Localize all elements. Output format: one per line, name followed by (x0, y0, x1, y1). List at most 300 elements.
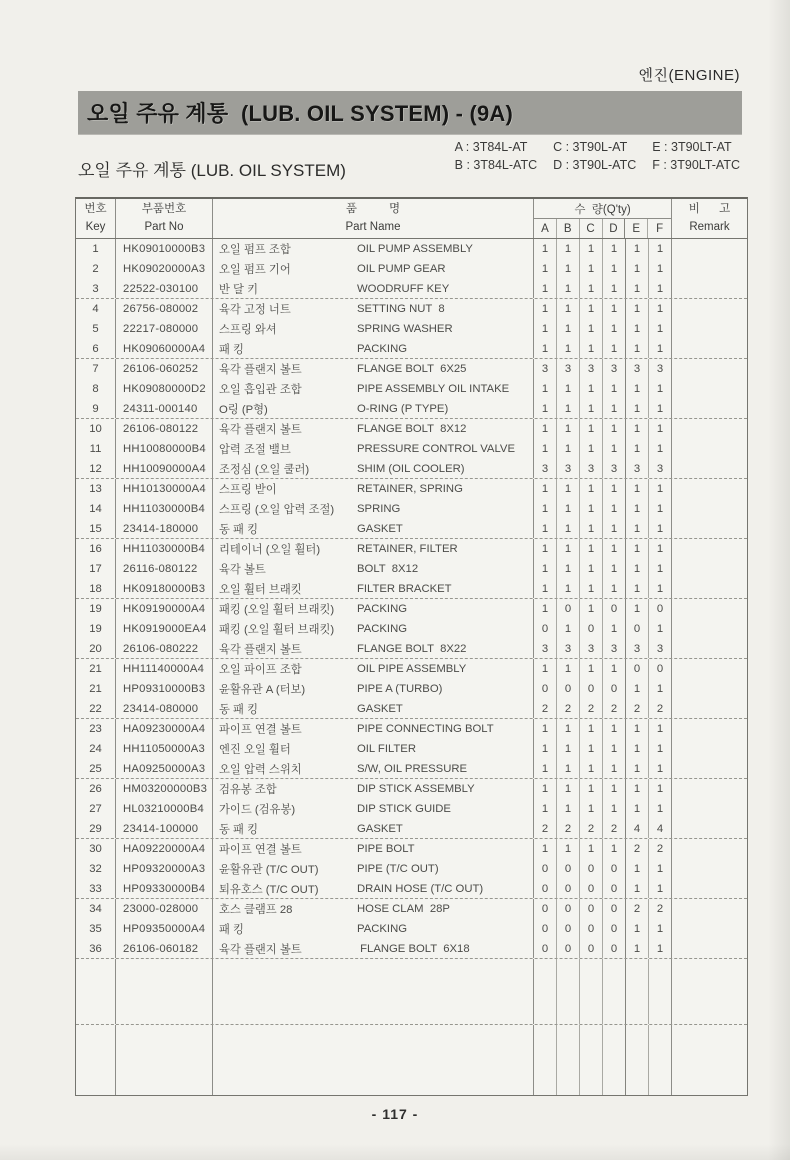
part-name-korean: 스프링 (오일 압력 조절) (219, 504, 335, 516)
part-name-english: OIL PIPE ASSEMBLY (357, 663, 467, 675)
empty-row-block (76, 1025, 747, 1095)
qty-cell-E: 2 (626, 839, 649, 859)
qty-cell-F: 1 (649, 319, 672, 339)
part-name-korean: 육각 플랜지 볼트 (219, 364, 302, 376)
key-cell: 5 (76, 319, 116, 339)
qty-cell-E: 3 (626, 359, 649, 379)
part-name-english: FLANGE BOLT 8X22 (357, 642, 467, 655)
qty-cell-F: 3 (649, 359, 672, 379)
qty-cell-D: 3 (603, 459, 626, 478)
part-no-cell: 24311-000140 (116, 399, 213, 418)
qty-cell-C: 1 (580, 419, 603, 439)
part-no-cell: HM03200000B3 (116, 779, 213, 799)
empty-row-block (76, 959, 747, 1025)
qty-cell-E: 0 (626, 659, 649, 679)
qty-cell-B: 1 (557, 479, 580, 499)
part-name-cell (213, 859, 534, 879)
part-name-korean: 압력 조절 밸브 (219, 444, 291, 456)
qty-cell-C: 1 (580, 279, 603, 298)
qty-cell-F: 1 (649, 859, 672, 879)
qty-cell-B: 1 (557, 779, 580, 799)
table-body (76, 239, 747, 959)
qty-cell-B: 3 (557, 639, 580, 658)
part-no-cell: HA09230000A4 (116, 719, 213, 739)
qty-cell-C: 0 (580, 899, 603, 919)
key-cell: 33 (76, 879, 116, 898)
remark-cell (672, 499, 747, 519)
model-code-F: F : 3T90LT-ATC (652, 158, 740, 172)
part-name-english: GASKET (357, 522, 403, 535)
part-name-english: RETAINER, SPRING (357, 483, 463, 495)
key-cell: 21 (76, 679, 116, 699)
table-row (76, 299, 747, 319)
part-name-english: FILTER BRACKET (357, 582, 452, 595)
key-cell: 23 (76, 719, 116, 739)
part-no-cell: HH11030000B4 (116, 499, 213, 519)
remark-cell (672, 639, 747, 658)
qty-cell-C: 1 (580, 659, 603, 679)
qty-cell-B: 1 (557, 499, 580, 519)
key-cell: 15 (76, 519, 116, 538)
qty-cell-F: 1 (649, 879, 672, 898)
part-name-english: FLANGE BOLT 6X25 (357, 363, 467, 375)
qty-cell-E: 2 (626, 899, 649, 919)
part-name-korean: 파이프 연결 볼트 (219, 724, 302, 736)
header-qty-col-F: F (656, 222, 664, 235)
qty-cell-F: 1 (649, 719, 672, 739)
part-name-cell (213, 659, 534, 679)
qty-cell-F: 1 (649, 539, 672, 559)
part-name-korean: 엔진 오일 휠터 (219, 744, 291, 756)
table-header (76, 199, 747, 239)
part-no-cell: HP09330000B4 (116, 879, 213, 898)
table-row (76, 839, 747, 859)
qty-cell-F: 1 (649, 439, 672, 459)
remark-cell (672, 819, 747, 838)
part-name-english: OIL PUMP ASSEMBLY (357, 243, 473, 255)
table-row (76, 659, 747, 679)
table-row (76, 619, 747, 639)
part-name-korean: 오일 흡입관 조합 (219, 384, 302, 396)
part-name-korean: 가이드 (검유봉) (219, 804, 296, 816)
qty-cell-C: 1 (580, 779, 603, 799)
model-code-C: C : 3T90L-AT (553, 140, 628, 154)
part-name-cell (213, 799, 534, 819)
qty-cell-B: 0 (557, 859, 580, 879)
part-no-cell: HK09020000A3 (116, 259, 213, 279)
qty-cell-C: 3 (580, 459, 603, 478)
scan-shadow-bottom (0, 1144, 790, 1160)
qty-cell-D: 1 (603, 279, 626, 298)
remark-cell (672, 539, 747, 559)
part-name-cell (213, 679, 534, 699)
qty-cell-D: 1 (603, 379, 626, 399)
qty-cell-D: 0 (603, 879, 626, 898)
key-cell: 36 (76, 939, 116, 958)
qty-cell-D: 3 (603, 639, 626, 658)
part-name-english: GASKET (357, 702, 403, 715)
key-cell: 2 (76, 259, 116, 279)
qty-cell-D: 0 (603, 939, 626, 958)
remark-cell (672, 259, 747, 279)
qty-cell-D: 1 (603, 799, 626, 819)
qty-cell-B: 1 (557, 659, 580, 679)
qty-cell-E: 1 (626, 419, 649, 439)
qty-cell-A: 1 (534, 479, 557, 499)
qty-cell-E: 1 (626, 759, 649, 778)
key-cell: 4 (76, 299, 116, 319)
qty-cell-B: 0 (557, 879, 580, 898)
empty-qty-cell (603, 1025, 626, 1095)
qty-cell-E: 1 (626, 239, 649, 259)
qty-cell-A: 3 (534, 359, 557, 379)
table-row (76, 259, 747, 279)
qty-cell-D: 1 (603, 539, 626, 559)
qty-cell-A: 1 (534, 799, 557, 819)
qty-cell-C: 1 (580, 839, 603, 859)
qty-cell-B: 1 (557, 339, 580, 358)
qty-cell-D: 1 (603, 519, 626, 538)
qty-cell-B: 1 (557, 839, 580, 859)
part-no-cell: HH11050000A3 (116, 739, 213, 759)
remark-cell (672, 619, 747, 639)
part-name-korean: 파이프 연결 볼트 (219, 844, 302, 856)
header-qty: 수 량(Q'ty) A B C D E F (534, 199, 672, 238)
qty-cell-E: 1 (626, 919, 649, 939)
part-no-cell: HH10130000A4 (116, 479, 213, 499)
part-name-english: SETTING NUT 8 (357, 303, 445, 315)
remark-cell (672, 939, 747, 958)
empty-qty-cell (580, 959, 603, 1024)
part-no-cell: HK09080000D2 (116, 379, 213, 399)
qty-cell-F: 1 (649, 779, 672, 799)
qty-cell-C: 0 (580, 939, 603, 958)
part-name-cell (213, 539, 534, 559)
part-name-korean: 윤활유관 A (터보) (219, 684, 306, 696)
qty-cell-E: 1 (626, 799, 649, 819)
empty-key-cell (76, 959, 116, 1024)
qty-cell-C: 0 (580, 859, 603, 879)
qty-cell-C: 1 (580, 319, 603, 339)
remark-cell (672, 359, 747, 379)
qty-cell-E: 1 (626, 499, 649, 519)
table-row (76, 819, 747, 839)
table-row (76, 339, 747, 359)
part-name-korean: 육각 볼트 (219, 564, 266, 576)
qty-cell-D: 1 (603, 259, 626, 279)
qty-cell-D: 1 (603, 319, 626, 339)
qty-cell-C: 0 (580, 879, 603, 898)
scan-shadow-right (768, 0, 790, 1160)
qty-cell-F: 1 (649, 299, 672, 319)
empty-part-no-cell (116, 959, 213, 1024)
table-row (76, 779, 747, 799)
qty-cell-D: 1 (603, 739, 626, 759)
part-name-korean: 패 킹 (219, 343, 244, 356)
key-cell: 26 (76, 779, 116, 799)
qty-cell-E: 4 (626, 819, 649, 838)
part-name-korean: 오일 펌프 기어 (219, 264, 291, 276)
qty-cell-D: 1 (603, 499, 626, 519)
qty-cell-A: 0 (534, 879, 557, 898)
part-no-cell: HP09320000A3 (116, 859, 213, 879)
remark-cell (672, 759, 747, 778)
qty-cell-C: 1 (580, 579, 603, 598)
table-row (76, 899, 747, 919)
part-name-cell (213, 339, 534, 358)
part-name-cell (213, 259, 534, 279)
part-name-cell (213, 359, 534, 379)
key-cell: 24 (76, 739, 116, 759)
empty-qty-cell (626, 1025, 649, 1095)
qty-cell-C: 1 (580, 799, 603, 819)
qty-cell-B: 1 (557, 279, 580, 298)
qty-cell-D: 1 (603, 479, 626, 499)
qty-cell-B: 1 (557, 739, 580, 759)
qty-cell-F: 1 (649, 939, 672, 958)
qty-cell-E: 1 (626, 559, 649, 579)
qty-cell-D: 1 (603, 719, 626, 739)
qty-cell-C: 3 (580, 639, 603, 658)
qty-cell-B: 2 (557, 819, 580, 838)
empty-qty-cell (649, 959, 672, 1024)
part-no-cell: 23414-100000 (116, 819, 213, 838)
qty-cell-F: 0 (649, 599, 672, 619)
qty-cell-D: 1 (603, 439, 626, 459)
model-legend (455, 140, 740, 172)
qty-cell-B: 1 (557, 239, 580, 259)
remark-cell (672, 339, 747, 358)
part-name-korean: 퇴유호스 (T/C OUT) (219, 883, 319, 896)
qty-cell-A: 0 (534, 919, 557, 939)
remark-cell (672, 419, 747, 439)
qty-cell-F: 1 (649, 239, 672, 259)
qty-cell-D: 1 (603, 419, 626, 439)
part-no-cell: HK09060000A4 (116, 339, 213, 358)
qty-cell-B: 1 (557, 439, 580, 459)
part-name-english: DRAIN HOSE (T/C OUT) (357, 882, 484, 895)
part-name-cell (213, 459, 534, 478)
remark-cell (672, 779, 747, 799)
part-no-cell: 22522-030100 (116, 279, 213, 298)
qty-cell-E: 3 (626, 459, 649, 478)
qty-cell-B: 3 (557, 459, 580, 478)
remark-cell (672, 239, 747, 259)
qty-cell-C: 0 (580, 919, 603, 939)
remark-cell (672, 719, 747, 739)
table-row (76, 559, 747, 579)
part-no-cell: 26756-080002 (116, 299, 213, 319)
part-name-korean: 검유봉 조합 (219, 784, 277, 796)
part-no-cell: 26106-060182 (116, 939, 213, 958)
qty-cell-D: 0 (603, 599, 626, 619)
part-name-korean: 반 달 키 (219, 283, 259, 296)
table-row (76, 479, 747, 499)
qty-cell-B: 1 (557, 759, 580, 778)
qty-cell-C: 1 (580, 239, 603, 259)
key-cell: 9 (76, 399, 116, 418)
part-name-cell (213, 519, 534, 538)
part-no-cell: HK09180000B3 (116, 579, 213, 598)
part-name-english: OIL FILTER (357, 743, 417, 755)
qty-cell-A: 1 (534, 579, 557, 598)
part-name-cell (213, 559, 534, 579)
qty-cell-C: 1 (580, 519, 603, 538)
remark-cell (672, 439, 747, 459)
remark-cell (672, 279, 747, 298)
part-name-cell (213, 939, 534, 958)
part-name-english: PIPE BOLT (357, 843, 415, 855)
part-no-cell: 23414-180000 (116, 519, 213, 538)
page-number: - 117 - (371, 1106, 419, 1122)
qty-cell-A: 1 (534, 299, 557, 319)
part-name-english: RETAINER, FILTER (357, 543, 458, 555)
qty-cell-A: 1 (534, 539, 557, 559)
qty-cell-F: 2 (649, 699, 672, 718)
key-cell: 19 (76, 599, 116, 619)
part-no-cell: 26116-080122 (116, 559, 213, 579)
qty-cell-D: 0 (603, 899, 626, 919)
part-name-english: DIP STICK GUIDE (357, 803, 451, 815)
qty-cell-F: 2 (649, 899, 672, 919)
header-part-no: 부품번호 Part No (116, 199, 213, 238)
part-no-cell: HK0919000EA4 (116, 619, 213, 639)
model-code-A: A : 3T84L-AT (454, 140, 528, 154)
part-name-english: SPRING WASHER (357, 323, 453, 335)
header-qty-col-E: E (625, 219, 648, 238)
qty-cell-B: 1 (557, 719, 580, 739)
part-name-english: BOLT 8X12 (357, 563, 419, 575)
qty-cell-E: 1 (626, 379, 649, 399)
remark-cell (672, 579, 747, 598)
remark-cell (672, 459, 747, 478)
empty-remark-cell (672, 959, 747, 1024)
qty-cell-C: 1 (580, 479, 603, 499)
remark-cell (672, 879, 747, 898)
part-name-cell (213, 599, 534, 619)
key-cell: 3 (76, 279, 116, 298)
table-row (76, 599, 747, 619)
part-name-cell (213, 699, 534, 718)
part-name-korean: 윤활유관 (T/C OUT) (219, 864, 319, 876)
qty-cell-A: 2 (534, 819, 557, 838)
qty-cell-B: 0 (557, 919, 580, 939)
qty-cell-E: 1 (626, 439, 649, 459)
part-name-cell (213, 779, 534, 799)
key-cell: 32 (76, 859, 116, 879)
remark-cell (672, 799, 747, 819)
part-name-korean: 호스 클램프 28 (219, 904, 293, 916)
empty-part-name-cell (213, 959, 534, 1024)
remark-cell (672, 299, 747, 319)
part-name-english: SPRING (357, 503, 401, 515)
qty-cell-F: 1 (649, 499, 672, 519)
qty-cell-D: 1 (603, 659, 626, 679)
part-name-cell (213, 839, 534, 859)
part-name-cell (213, 899, 534, 919)
table-row (76, 319, 747, 339)
table-row (76, 379, 747, 399)
qty-cell-A: 1 (534, 259, 557, 279)
subtitle: 오일 주유 계통 (LUB. OIL SYSTEM) (78, 161, 346, 180)
key-cell: 13 (76, 479, 116, 499)
part-name-cell (213, 479, 534, 499)
part-name-korean: 패 킹 (219, 924, 244, 936)
qty-cell-A: 1 (534, 779, 557, 799)
qty-cell-C: 1 (580, 539, 603, 559)
part-no-cell: HH10090000A4 (116, 459, 213, 478)
part-name-english: PACKING (357, 923, 408, 935)
qty-cell-D: 1 (603, 619, 626, 639)
qty-cell-F: 1 (649, 479, 672, 499)
qty-cell-A: 1 (534, 519, 557, 538)
header-qty-col-D: D (603, 219, 626, 238)
part-name-cell (213, 379, 534, 399)
qty-cell-F: 0 (649, 659, 672, 679)
key-cell: 22 (76, 699, 116, 718)
part-no-cell: 26106-060252 (116, 359, 213, 379)
table-row (76, 859, 747, 879)
part-name-english: S/W, OIL PRESSURE (357, 762, 468, 775)
qty-cell-B: 1 (557, 259, 580, 279)
part-name-cell (213, 419, 534, 439)
qty-cell-F: 1 (649, 519, 672, 538)
part-name-cell (213, 639, 534, 658)
remark-cell (672, 839, 747, 859)
qty-cell-E: 1 (626, 279, 649, 298)
table-row (76, 699, 747, 719)
part-name-korean: 육각 플랜지 볼트 (219, 943, 302, 956)
qty-cell-D: 0 (603, 679, 626, 699)
remark-cell (672, 659, 747, 679)
qty-cell-F: 1 (649, 579, 672, 598)
table-row (76, 499, 747, 519)
part-name-korean: O링 (P형) (219, 403, 268, 416)
qty-cell-A: 1 (534, 399, 557, 418)
part-name-korean: 패킹 (오일 휠터 브래킷) (219, 624, 335, 636)
qty-cell-B: 1 (557, 399, 580, 418)
part-name-cell (213, 439, 534, 459)
qty-cell-C: 1 (580, 599, 603, 619)
part-name-cell (213, 879, 534, 898)
qty-cell-E: 1 (626, 259, 649, 279)
qty-cell-A: 0 (534, 859, 557, 879)
key-cell: 19 (76, 619, 116, 639)
part-name-english: PRESSURE CONTROL VALVE (357, 443, 515, 455)
remark-cell (672, 319, 747, 339)
remark-cell (672, 399, 747, 418)
qty-cell-C: 1 (580, 719, 603, 739)
part-no-cell: HP09350000A4 (116, 919, 213, 939)
part-name-english: DIP STICK ASSEMBLY (357, 783, 475, 795)
model-code-E: E : 3T90LT-AT (652, 140, 732, 154)
key-cell: 29 (76, 819, 116, 838)
part-name-english: PACKING (357, 603, 408, 615)
qty-cell-E: 3 (626, 639, 649, 658)
remark-cell (672, 679, 747, 699)
qty-cell-A: 1 (534, 719, 557, 739)
section-title-bar (78, 91, 742, 134)
qty-cell-E: 1 (626, 399, 649, 418)
qty-cell-B: 0 (557, 899, 580, 919)
part-no-cell: HA09220000A4 (116, 839, 213, 859)
part-name-cell (213, 819, 534, 838)
qty-cell-C: 0 (580, 619, 603, 639)
part-name-korean: 스프링 받이 (219, 484, 277, 496)
part-name-korean: 리테이너 (오일 휠터) (219, 544, 321, 556)
part-name-english: PIPE (T/C OUT) (357, 863, 439, 875)
qty-cell-F: 1 (649, 799, 672, 819)
